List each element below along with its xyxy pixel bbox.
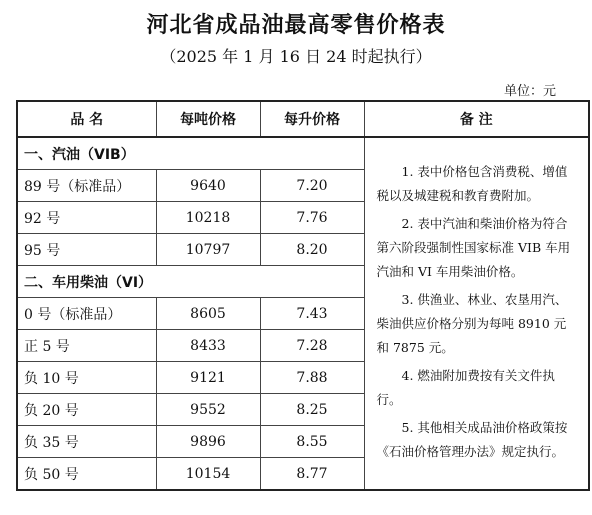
price-per-liter: 7.76 xyxy=(260,202,364,234)
price-table xyxy=(16,100,590,491)
column-header-notes: 备 注 xyxy=(364,101,589,137)
note-item: 3. 供渔业、林业、农垦用汽、柴油供应价格分别为每吨 8910 元和 7875 元。 xyxy=(376,291,568,355)
price-per-liter: 8.77 xyxy=(260,458,364,491)
section-title-diesel: 二、车用柴油（VI） xyxy=(17,266,364,298)
section-title-gasoline: 一、汽油（VIB） xyxy=(17,137,364,170)
price-per-liter: 8.20 xyxy=(260,234,364,266)
note-item: 5. 其他相关成品油价格政策按《石油价格管理办法》规定执行。 xyxy=(376,419,568,459)
column-header-per-ton: 每吨价格 xyxy=(156,101,260,137)
price-per-liter: 7.20 xyxy=(260,170,364,202)
price-per-ton: 8605 xyxy=(156,298,260,330)
product-name: 95 号 xyxy=(17,234,156,266)
product-name: 负 50 号 xyxy=(17,458,156,491)
page-title: 河北省成品油最高零售价格表 xyxy=(146,13,446,38)
column-header-name: 品 名 xyxy=(17,101,156,137)
table-header-row xyxy=(17,101,589,137)
notes-cell xyxy=(364,137,589,490)
product-name: 89 号（标准品） xyxy=(17,170,156,202)
product-name: 负 35 号 xyxy=(17,426,156,458)
column-header-per-liter: 每升价格 xyxy=(260,101,364,137)
product-name: 0 号（标准品） xyxy=(17,298,156,330)
note-item: 4. 燃油附加费按有关文件执行。 xyxy=(376,367,555,407)
price-per-ton: 8433 xyxy=(156,330,260,362)
product-name: 负 10 号 xyxy=(17,362,156,394)
note-item: 1. 表中价格包含消费税、增值税以及城建税和教育费附加。 xyxy=(376,163,568,203)
price-per-ton: 10797 xyxy=(156,234,260,266)
product-name: 负 20 号 xyxy=(17,394,156,426)
unit-label: 单位：元 xyxy=(503,84,556,99)
price-per-ton: 9121 xyxy=(156,362,260,394)
price-per-ton: 9552 xyxy=(156,394,260,426)
effective-date: （2025 年 1 月 16 日 24 时起执行） xyxy=(160,47,432,66)
section-row xyxy=(17,137,589,170)
price-per-ton: 9896 xyxy=(156,426,260,458)
price-per-liter: 7.88 xyxy=(260,362,364,394)
price-per-liter: 8.25 xyxy=(260,394,364,426)
price-per-liter: 7.28 xyxy=(260,330,364,362)
price-per-liter: 7.43 xyxy=(260,298,364,330)
product-name: 92 号 xyxy=(17,202,156,234)
product-name: 正 5 号 xyxy=(17,330,156,362)
price-per-ton: 9640 xyxy=(156,170,260,202)
price-per-ton: 10154 xyxy=(156,458,260,491)
price-per-liter: 8.55 xyxy=(260,426,364,458)
price-per-ton: 10218 xyxy=(156,202,260,234)
note-item: 2. 表中汽油和柴油价格为符合第六阶段强制性国家标准 VIB 车用汽油和 VI 车用柴油价格。 xyxy=(376,215,571,279)
